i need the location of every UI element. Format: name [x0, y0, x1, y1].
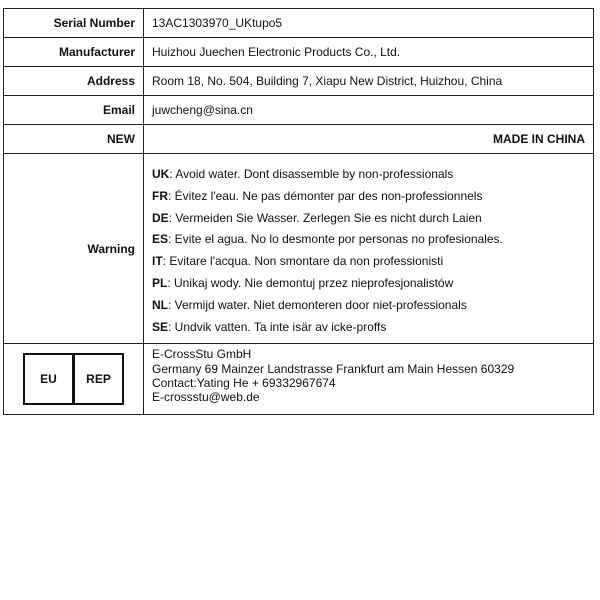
eu-rep-email: E-crossstu@web.de — [152, 389, 260, 404]
eu-rep-symbol-cell — [4, 344, 144, 415]
eu-rep-icon-right: REP — [72, 355, 122, 403]
email-row — [4, 96, 594, 125]
eu-rep-icon — [23, 353, 124, 405]
made-in-china-text: MADE IN CHINA — [144, 125, 594, 154]
eu-rep-address: Germany 69 Mainzer Landstrasse Frankfurt am Main Hessen 60329 — [152, 361, 515, 376]
product-info-table — [3, 8, 594, 415]
serial-number-row — [4, 9, 594, 38]
manufacturer-value: Huizhou Juechen Electronic Products Co., Ltd. — [144, 38, 594, 67]
address-row — [4, 67, 594, 96]
eu-rep-company: E-CrossStu GmbH — [152, 347, 252, 362]
manufacturer-row — [4, 38, 594, 67]
eu-rep-address-cell — [144, 344, 594, 415]
serial-number-label: Serial Number — [4, 9, 144, 38]
warning-label: Warning — [4, 154, 144, 344]
warning-line-pl: PL: Unikaj wody. Nie demontuj przez nieprofesjonalistów — [152, 275, 454, 290]
new-label: NEW — [4, 125, 144, 154]
warning-row — [4, 154, 594, 344]
email-label: Email — [4, 96, 144, 125]
warning-line-es: ES: Evite el agua. No lo desmonte por personas no profesionales. — [152, 232, 503, 247]
address-label: Address — [4, 67, 144, 96]
serial-number-value: 13AC1303970_UKtupo5 — [144, 9, 594, 38]
address-value: Room 18, No. 504, Building 7, Xiapu New District, Huizhou, China — [144, 67, 594, 96]
eu-rep-icon-left: EU — [40, 372, 57, 387]
warning-line-nl: NL: Vermijd water. Niet demonteren door niet-professionals — [152, 297, 467, 312]
eu-rep-contact: Contact:Yating He + 69332967674 — [152, 375, 336, 390]
warning-line-de: DE: Vermeiden Sie Wasser. Zerlegen Sie es nicht durch Laien — [152, 210, 482, 225]
warning-line-se: SE: Undvik vatten. Ta inte isär av icke-proffs — [152, 319, 387, 334]
eu-rep-row — [4, 344, 594, 415]
manufacturer-label: Manufacturer — [4, 38, 144, 67]
warning-line-fr: FR: Évitez l'eau. Ne pas démonter par des non-professionnels — [152, 188, 483, 203]
email-value: juwcheng@sina.cn — [144, 96, 594, 125]
warning-line-it: IT: Evitare l'acqua. Non smontare da non professionisti — [152, 254, 444, 269]
new-row — [4, 125, 594, 154]
warning-line-uk: UK: Avoid water. Dont disassemble by non-professionals — [152, 167, 454, 181]
warning-text-cell — [144, 154, 594, 344]
